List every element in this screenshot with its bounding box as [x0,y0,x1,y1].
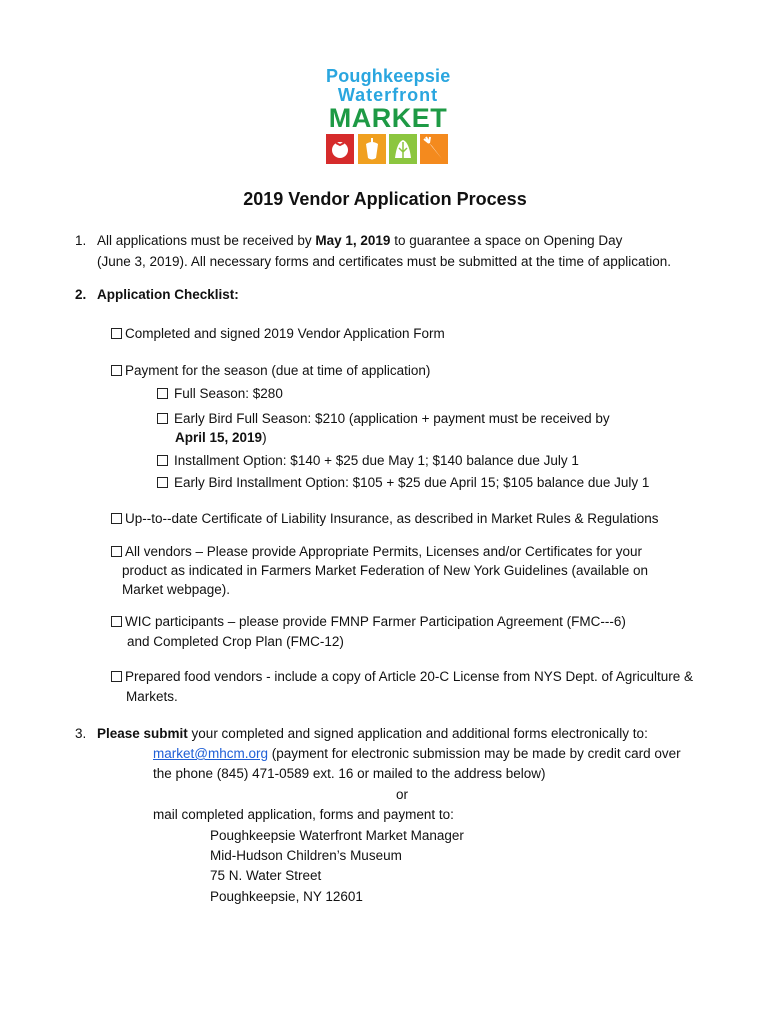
page-title: 2019 Vendor Application Process [243,189,527,209]
checkbox-vendor-form[interactable]: Completed and signed 2019 Vendor Application Form [111,326,445,341]
email-link[interactable]: market@mhcm.org [153,746,268,761]
item-3-phone-line: the phone (845) 471-0589 ext. 16 or mailed to the address below) [153,766,546,781]
checkbox-permits[interactable]: All vendors – Please provide Appropriate Permits, Licenses and/or Certificates for your [111,544,642,559]
deadline-date: May 1, 2019 [315,233,391,248]
or-text: or [396,787,409,802]
address-line: Mid-Hudson Children’s Museum [210,848,402,863]
item-1-line-2: (June 3, 2019). All necessary forms and certificates must be submitted at the time of application. [97,254,672,269]
item-1-line-1: All applications must be received by May 1, 2019 to guarantee a space on Opening Day [97,233,623,248]
logo-line-market: MARKET [328,103,448,133]
prepared-food-line-2: Markets. [126,689,178,704]
tomato-icon [326,134,354,164]
checkbox-payment[interactable]: Payment for the season (due at time of application) [111,363,430,378]
item-2-number: 2. [75,287,87,302]
checkbox-wic[interactable]: WIC participants – please provide FMNP Farmer Participation Agreement (FMC---6) [111,614,626,629]
checkbox-early-bird-full[interactable]: Early Bird Full Season: $210 (application + payment must be received by [157,411,610,426]
permits-line-2: product as indicated in Farmers Market Federation of New York Guidelines (available on [122,563,649,578]
item-3-line-1: Please submit your completed and signed application and additional forms electronically to: [97,726,648,741]
lettuce-icon [389,134,417,164]
wic-line-2: and Completed Crop Plan (FMC-12) [127,634,344,649]
item-3-number: 3. [75,726,87,741]
logo-line-waterfront: Waterfront [337,85,439,105]
checkbox-insurance[interactable]: Up--to--date Certificate of Liability Insurance, as described in Market Rules & Regulations [111,511,659,526]
item-3-email-line: market@mhcm.org (payment for electronic submission may be made by credit card over [153,746,681,761]
permits-line-3: Market webpage). [122,582,231,597]
address-line: Poughkeepsie Waterfront Market Manager [210,828,464,843]
checkbox-early-installment[interactable]: Early Bird Installment Option: $105 + $25 due April 15; $105 balance due July 1 [157,475,649,490]
mail-line: mail completed application, forms and payment to: [153,807,454,822]
item-1-number: 1. [75,233,87,248]
checkbox-installment[interactable]: Installment Option: $140 + $25 due May 1; $140 balance due July 1 [157,453,579,468]
logo-line-poughkeepsie: Poughkeepsie [326,66,451,86]
address-line: Poughkeepsie, NY 12601 [210,889,363,904]
pepper-icon [358,134,386,164]
checkbox-full-season[interactable]: Full Season: $280 [157,386,283,401]
early-bird-date-line: April 15, 2019) [175,430,267,445]
checklist-heading: Application Checklist: [97,287,239,302]
checkbox-prepared-food[interactable]: Prepared food vendors - include a copy of Article 20-C License from NYS Dept. of Agriculture & [111,669,693,684]
carrot-icon [420,134,448,164]
address-line: 75 N. Water Street [210,868,322,883]
